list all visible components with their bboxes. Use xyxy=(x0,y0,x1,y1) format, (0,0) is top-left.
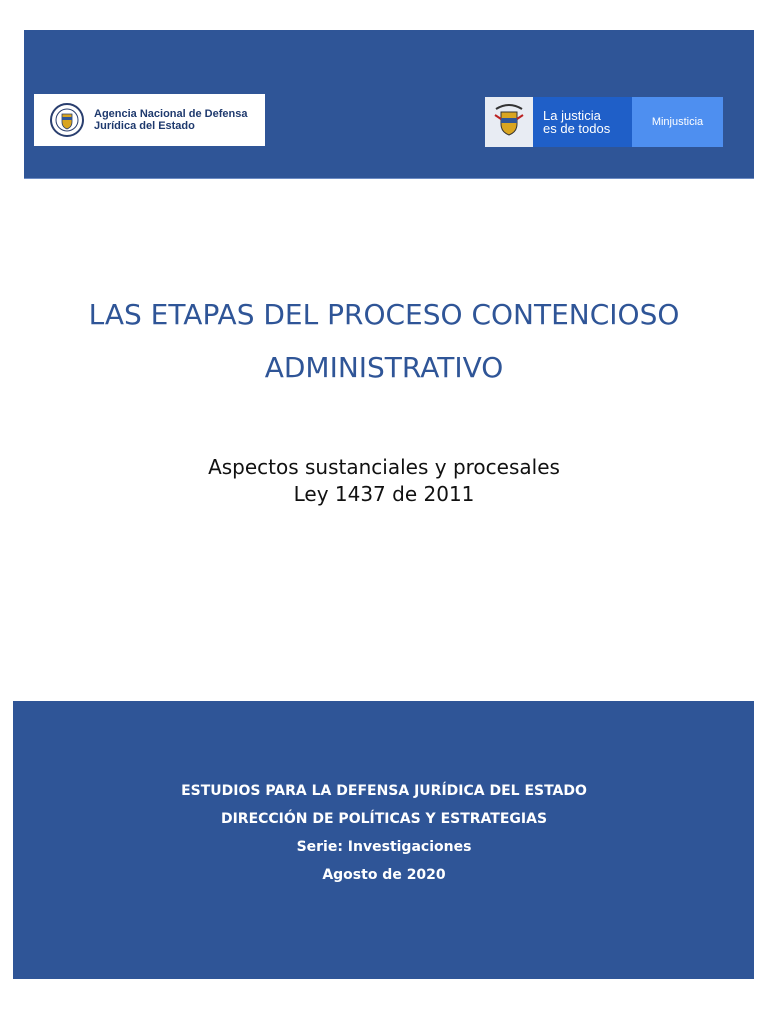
document-subtitle xyxy=(0,454,768,508)
header-band xyxy=(24,30,754,178)
government-logo xyxy=(485,97,723,147)
footer-line1: ESTUDIOS PARA LA DEFENSA JURÍDICA DEL ESTADO xyxy=(181,783,587,799)
title-line2: ADMINISTRATIVO xyxy=(264,351,504,384)
subtitle-line2: Ley 1437 de 2011 xyxy=(293,482,475,506)
footer-line3: Serie: Investigaciones xyxy=(296,839,472,855)
agency-name-line1: Agencia Nacional de Defensa xyxy=(94,108,248,120)
national-seal xyxy=(485,97,533,147)
footer-line4: Agosto de 2020 xyxy=(322,867,446,883)
subtitle-line1: Aspectos sustanciales y procesales xyxy=(208,455,560,479)
agency-logo xyxy=(34,94,265,146)
ministry-label: Minjusticia xyxy=(632,97,723,147)
document-title xyxy=(0,288,768,394)
slogan xyxy=(533,97,632,147)
slogan-line2: es de todos xyxy=(543,121,611,136)
slogan-line1: La justicia xyxy=(543,108,601,123)
agency-name xyxy=(94,108,247,132)
national-coat-of-arms-icon xyxy=(492,103,526,141)
footer-line2: DIRECCIÓN DE POLÍTICAS Y ESTRATEGIAS xyxy=(220,811,548,827)
coat-of-arms-icon xyxy=(50,103,84,137)
title-line1: LAS ETAPAS DEL PROCESO CONTENCIOSO xyxy=(88,298,680,331)
footer-text xyxy=(0,777,768,889)
agency-name-line2: Jurídica del Estado xyxy=(94,120,195,132)
